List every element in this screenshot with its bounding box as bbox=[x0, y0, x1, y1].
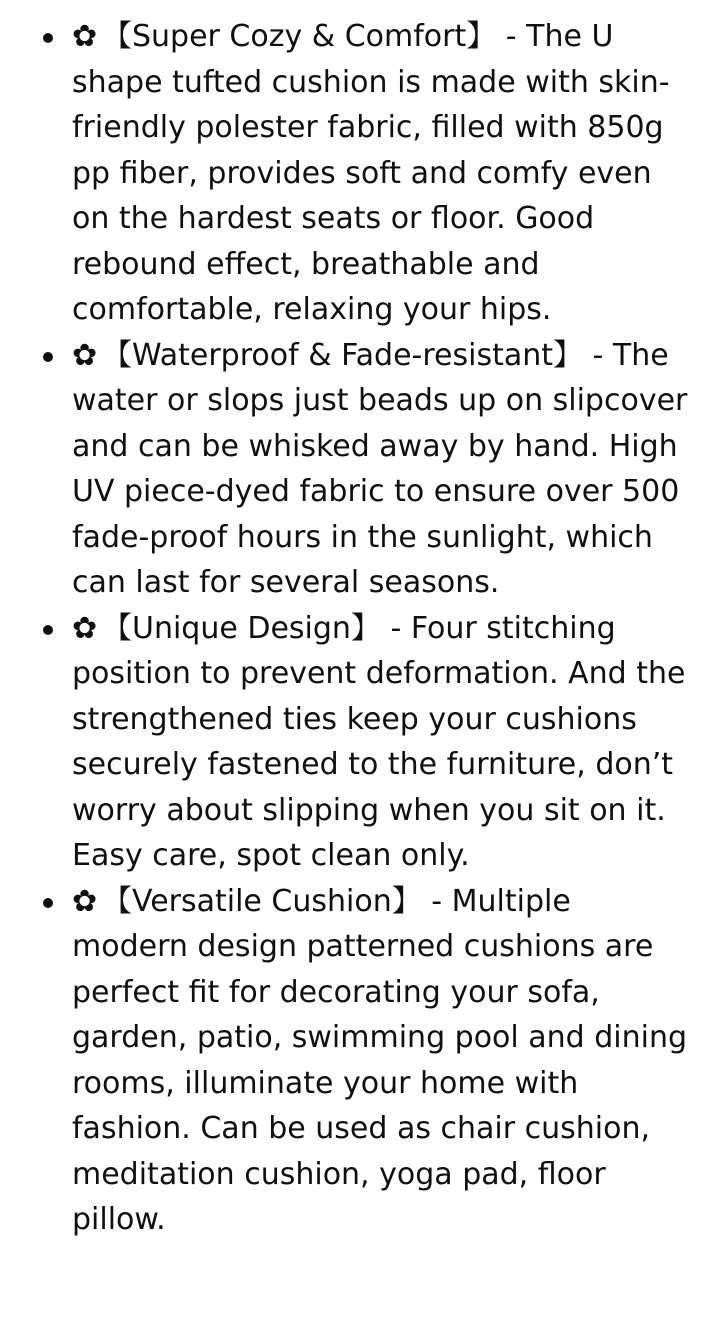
bullet-dot-icon bbox=[43, 898, 53, 908]
feature-bullet-waterproof bbox=[72, 333, 696, 606]
flower-icon: ✿ bbox=[72, 883, 98, 919]
feature-bullet-comfort bbox=[72, 14, 696, 333]
feature-text: - Four stitching position to prevent deformation. And the strengthened ties keep your cushions securely fastened to the furniture, don’t worry about slipping when you sit on it. Easy care, spot clean only. bbox=[72, 610, 686, 873]
feature-text: - Multiple modern design patterned cushions are perfect fit for decorating your sofa, garden, patio, swimming pool and dining rooms, illuminate your home with fashion. Can be used as chair cushion, meditation cushion, yoga pad, floor pillow. bbox=[72, 883, 688, 1237]
bullet-dot-icon bbox=[43, 625, 53, 635]
feature-bullet-versatile bbox=[72, 879, 696, 1243]
feature-heading: 【Super Cozy & Comfort】 bbox=[102, 19, 497, 54]
feature-heading: 【Unique Design】 bbox=[102, 610, 381, 646]
feature-text: - The water or slops just beads up on slipcover and can be whisked away by hand. High UV piece-dyed fabric to ensure over 500 fade-proof hours in the sunlight, which can last for several seasons. bbox=[72, 337, 688, 600]
bullet-dot-icon bbox=[43, 352, 53, 362]
flower-icon: ✿ bbox=[72, 337, 98, 373]
flower-icon: ✿ bbox=[72, 19, 98, 54]
feature-heading: 【Waterproof & Fade-resistant】 bbox=[102, 337, 583, 373]
feature-heading: 【Versatile Cushion】 bbox=[102, 883, 422, 919]
feature-bullet-design bbox=[72, 606, 696, 879]
flower-icon: ✿ bbox=[72, 610, 98, 646]
feature-text: - The U shape tufted cushion is made with skin-friendly polester fabric, filled with 850g pp fiber, provides soft and comfy even on the hardest seats or floor. Good rebound effect, breathable and comfortable, relaxing your hips. bbox=[72, 19, 670, 327]
bullet-dot-icon bbox=[43, 33, 53, 43]
